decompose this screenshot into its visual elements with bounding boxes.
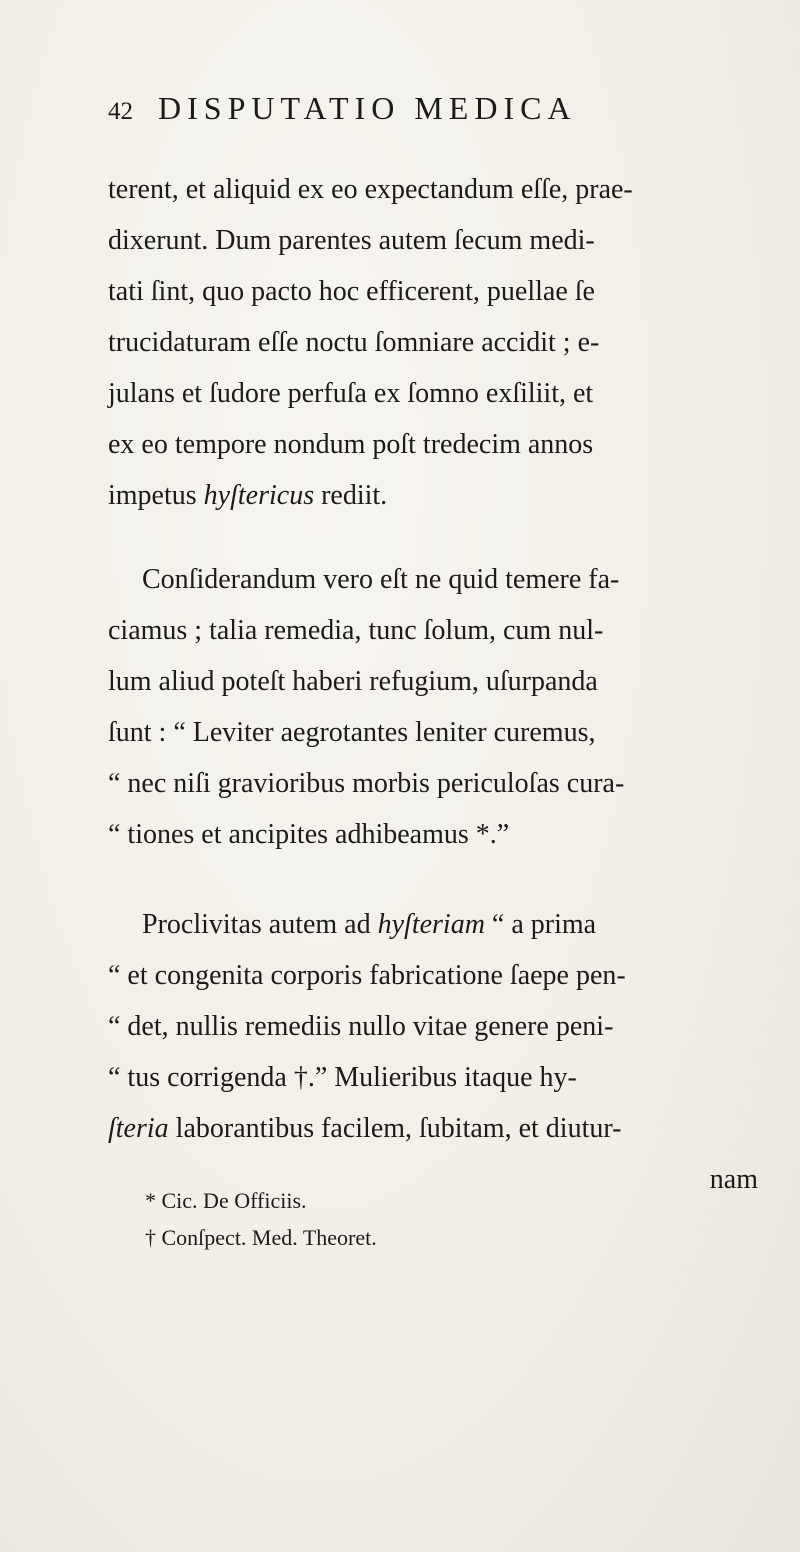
text-line — [142, 905, 596, 945]
text-line: terent, et aliquid ex eo expectandum eſſe, prae- — [108, 174, 633, 205]
text-span: Proclivitas autem ad — [142, 909, 378, 940]
italic-term: hyſtericus — [203, 480, 315, 511]
text-line: julans et ſudore perfuſa ex ſomno exſiliit, et — [108, 378, 594, 409]
italic-term: hyſteriam — [377, 909, 485, 940]
catchword: nam — [709, 1164, 758, 1195]
text-span: “ a prima — [484, 909, 597, 940]
footnote-1: * Cic. De Officiis. — [145, 1188, 307, 1213]
text-line: ex eo tempore nondum poſt tredecim annos — [108, 429, 594, 460]
text-line: trucidaturam eſſe noctu ſomniare accidit ; e- — [108, 327, 600, 358]
text-line: “ det, nullis remediis nullo vitae genere peni- — [108, 1011, 614, 1042]
footnote-2: † Conſpect. Med. Theoret. — [145, 1225, 377, 1250]
text-line: lum aliud poteſt haberi refugium, uſurpanda — [108, 666, 598, 697]
text-line — [108, 1109, 621, 1149]
text-line — [108, 476, 387, 516]
text-line: dixerunt. Dum parentes autem ſecum medi- — [108, 225, 595, 256]
text-span: rediit. — [314, 480, 388, 511]
text-span: laborantibus facilem, ſubitam, et diutur- — [168, 1113, 622, 1144]
running-title: DISPUTATIO MEDICA — [158, 90, 577, 126]
page-number: 42 — [108, 98, 133, 125]
text-span: impetus — [108, 480, 204, 511]
text-line: tati ſint, quo pacto hoc efficerent, puellae ſe — [108, 276, 595, 307]
text-line: “ nec niſi gravioribus morbis periculoſas cura- — [108, 768, 625, 799]
text-line: ciamus ; talia remedia, tunc ſolum, cum nul- — [108, 615, 604, 646]
italic-term: ſteria — [108, 1113, 169, 1144]
text-line: “ tus corrigenda †.” Mulieribus itaque hy- — [108, 1062, 577, 1093]
text-line: Conſiderandum vero eſt ne quid temere fa- — [142, 564, 620, 595]
text-line: “ tiones et ancipites adhibeamus *.” — [108, 819, 510, 850]
text-line: ſunt : “ Leviter aegrotantes leniter curemus, — [108, 717, 596, 748]
text-line: “ et congenita corporis fabricatione ſaepe pen- — [108, 960, 626, 991]
running-header — [108, 90, 748, 130]
